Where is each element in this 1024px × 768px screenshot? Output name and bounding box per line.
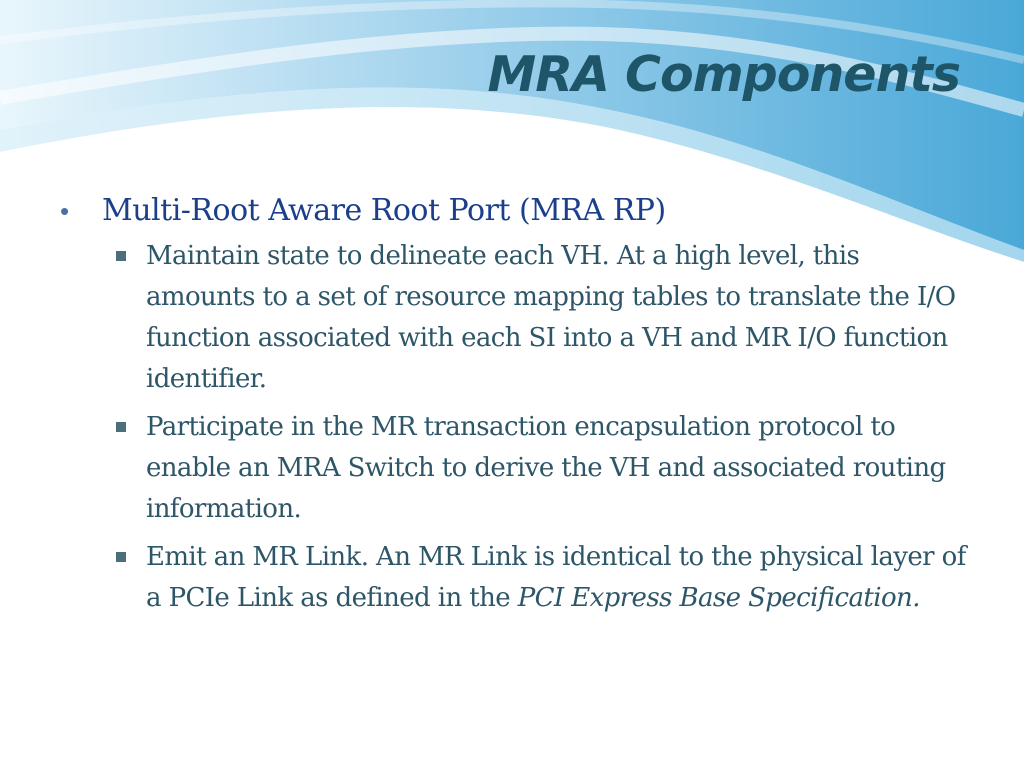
- bullet-level1: [60, 190, 970, 232]
- spec-title-emphasis: PCI Express Base Specification: [517, 583, 913, 613]
- bullet-dot-icon: •: [60, 196, 69, 226]
- sub-bullet-item: [60, 537, 970, 619]
- sub-bullet-text: Participate in the MR transaction encapsulation protocol to enable an MRA Switch to derive the VH and associated routing information.: [146, 412, 946, 524]
- sub-bullet-text: Emit an MR Link. An MR Link is identical to the physical layer of a PCIe Link as defined in the: [146, 542, 966, 613]
- sub-bullet-item: [60, 407, 970, 530]
- sub-bullet-suffix: .: [912, 583, 920, 613]
- square-bullet-icon: [116, 552, 126, 562]
- bullet-level1-text: Multi-Root Aware Root Port (MRA RP): [102, 193, 666, 228]
- sub-bullet-text: Maintain state to delineate each VH. At a high level, this amounts to a set of resource mapping tables to translate the I/O function associated with each SI into a VH and MR I/O function identifier.: [146, 241, 956, 394]
- sub-bullet-list: [60, 236, 970, 619]
- square-bullet-icon: [116, 251, 126, 261]
- square-bullet-icon: [116, 422, 126, 432]
- sub-bullet-item: [60, 236, 970, 400]
- slide-title: MRA Components: [487, 46, 960, 103]
- slide-content: [60, 190, 970, 626]
